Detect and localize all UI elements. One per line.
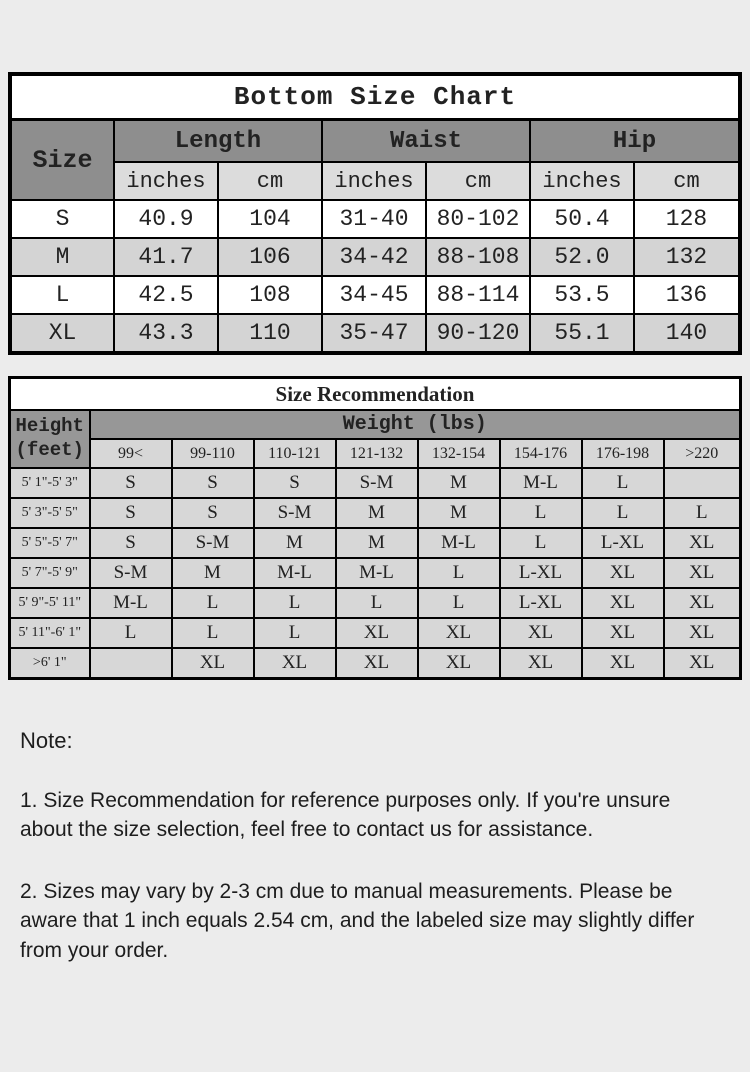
recommendation-cell: L bbox=[582, 498, 664, 528]
recommendation-cell: L bbox=[254, 588, 336, 618]
height-header-line2: (feet) bbox=[15, 439, 84, 461]
weight-range-header: 121-132 bbox=[336, 439, 418, 468]
weight-range-header: 99< bbox=[90, 439, 172, 468]
weight-column-header: Weight (lbs) bbox=[90, 410, 741, 439]
recommendation-cell: L-XL bbox=[582, 528, 664, 558]
recommendation-cell: S bbox=[172, 468, 254, 498]
unit-header: inches bbox=[114, 162, 218, 200]
recommendation-cell: XL bbox=[582, 558, 664, 588]
recommendation-cell: XL bbox=[172, 648, 254, 679]
size-recommendation-title-row bbox=[10, 378, 741, 411]
recommendation-cell: L bbox=[418, 588, 500, 618]
size-chart-cell: 90-120 bbox=[426, 314, 530, 353]
recommendation-cell: S-M bbox=[90, 558, 172, 588]
recommendation-cell: L bbox=[664, 498, 741, 528]
recommendation-cell: L bbox=[418, 558, 500, 588]
size-chart-cell: 128 bbox=[634, 200, 740, 238]
weight-header-row bbox=[10, 410, 741, 439]
recommendation-cell: XL bbox=[664, 558, 741, 588]
recommendation-cell: S-M bbox=[172, 528, 254, 558]
recommendation-cell: S bbox=[172, 498, 254, 528]
size-label: L bbox=[10, 276, 114, 314]
bottom-size-chart-unit-header-row bbox=[10, 162, 740, 200]
weight-range-row bbox=[10, 439, 741, 468]
recommendation-cell: L bbox=[500, 528, 582, 558]
recommendation-cell: L bbox=[172, 588, 254, 618]
recommendation-cell: S-M bbox=[336, 468, 418, 498]
note-heading: Note: bbox=[20, 728, 73, 753]
unit-header: inches bbox=[530, 162, 634, 200]
recommendation-cell: M bbox=[336, 498, 418, 528]
recommendation-cell: S bbox=[90, 528, 172, 558]
recommendation-row bbox=[10, 468, 741, 498]
weight-range-header: >220 bbox=[664, 439, 741, 468]
size-chart-cell: 108 bbox=[218, 276, 322, 314]
recommendation-cell: XL bbox=[418, 648, 500, 679]
recommendation-row bbox=[10, 648, 741, 679]
notes-section bbox=[20, 728, 726, 965]
unit-header: inches bbox=[322, 162, 426, 200]
recommendation-cell: M-L bbox=[336, 558, 418, 588]
recommendation-row bbox=[10, 558, 741, 588]
recommendation-cell: XL bbox=[336, 618, 418, 648]
height-range-label: 5' 9"-5' 11" bbox=[10, 588, 90, 618]
size-chart-cell: 43.3 bbox=[114, 314, 218, 353]
size-chart-cell: 80-102 bbox=[426, 200, 530, 238]
length-group-header: Length bbox=[114, 120, 322, 163]
recommendation-cell: L-XL bbox=[500, 588, 582, 618]
size-chart-page bbox=[0, 72, 750, 1072]
size-recommendation-title: Size Recommendation bbox=[10, 378, 741, 411]
recommendation-cell: XL bbox=[500, 648, 582, 679]
size-chart-row bbox=[10, 276, 740, 314]
recommendation-cell: M-L bbox=[418, 528, 500, 558]
size-chart-cell: 88-114 bbox=[426, 276, 530, 314]
size-chart-row bbox=[10, 238, 740, 276]
hip-group-header: Hip bbox=[530, 120, 740, 163]
height-range-label: 5' 1"-5' 3" bbox=[10, 468, 90, 498]
recommendation-cell: L bbox=[582, 468, 664, 498]
recommendation-cell: M bbox=[172, 558, 254, 588]
size-label: XL bbox=[10, 314, 114, 353]
recommendation-cell: XL bbox=[582, 588, 664, 618]
recommendation-cell: M-L bbox=[500, 468, 582, 498]
recommendation-cell: XL bbox=[500, 618, 582, 648]
recommendation-cell: L bbox=[172, 618, 254, 648]
size-chart-cell: 35-47 bbox=[322, 314, 426, 353]
size-label: M bbox=[10, 238, 114, 276]
recommendation-cell: XL bbox=[664, 648, 741, 679]
unit-header: cm bbox=[426, 162, 530, 200]
height-range-label: 5' 7"-5' 9" bbox=[10, 558, 90, 588]
size-chart-cell: 132 bbox=[634, 238, 740, 276]
recommendation-cell bbox=[90, 648, 172, 679]
recommendation-cell: L bbox=[90, 618, 172, 648]
recommendation-cell: XL bbox=[582, 618, 664, 648]
recommendation-cell: XL bbox=[664, 588, 741, 618]
size-chart-cell: 41.7 bbox=[114, 238, 218, 276]
note-item-2: 2. Sizes may vary by 2-3 cm due to manual measurements. Please be aware that 1 inch equals 2.54 cm, and the labeled size may slightly differ from your order. bbox=[20, 879, 695, 962]
bottom-size-chart-title: Bottom Size Chart bbox=[10, 74, 740, 120]
height-range-label: 5' 3"-5' 5" bbox=[10, 498, 90, 528]
size-chart-cell: 50.4 bbox=[530, 200, 634, 238]
recommendation-cell: M bbox=[336, 528, 418, 558]
size-chart-cell: 110 bbox=[218, 314, 322, 353]
bottom-size-chart-title-row bbox=[10, 74, 740, 120]
recommendation-cell: S bbox=[90, 468, 172, 498]
height-header-line1: Height bbox=[15, 415, 84, 438]
recommendation-row bbox=[10, 588, 741, 618]
size-chart-cell: 104 bbox=[218, 200, 322, 238]
recommendation-cell: S bbox=[254, 468, 336, 498]
recommendation-cell: M-L bbox=[254, 558, 336, 588]
size-recommendation-table bbox=[8, 376, 742, 680]
recommendation-cell: M bbox=[418, 498, 500, 528]
recommendation-cell: XL bbox=[664, 618, 741, 648]
recommendation-cell: L bbox=[254, 618, 336, 648]
size-chart-cell: 55.1 bbox=[530, 314, 634, 353]
size-chart-cell: 40.9 bbox=[114, 200, 218, 238]
height-range-label: 5' 11"-6' 1" bbox=[10, 618, 90, 648]
recommendation-cell: M bbox=[254, 528, 336, 558]
size-chart-cell: 53.5 bbox=[530, 276, 634, 314]
unit-header: cm bbox=[218, 162, 322, 200]
recommendation-cell: M-L bbox=[90, 588, 172, 618]
recommendation-cell: S-M bbox=[254, 498, 336, 528]
height-range-label: 5' 5"-5' 7" bbox=[10, 528, 90, 558]
recommendation-cell: L bbox=[500, 498, 582, 528]
weight-range-header: 99-110 bbox=[172, 439, 254, 468]
recommendation-row bbox=[10, 498, 741, 528]
recommendation-cell: XL bbox=[664, 528, 741, 558]
size-chart-row bbox=[10, 200, 740, 238]
height-column-header bbox=[10, 410, 90, 468]
weight-range-header: 154-176 bbox=[500, 439, 582, 468]
size-chart-cell: 140 bbox=[634, 314, 740, 353]
size-chart-cell: 106 bbox=[218, 238, 322, 276]
recommendation-cell: L bbox=[336, 588, 418, 618]
recommendation-cell: M bbox=[418, 468, 500, 498]
size-chart-row bbox=[10, 314, 740, 353]
waist-group-header: Waist bbox=[322, 120, 530, 163]
bottom-size-chart-table bbox=[8, 72, 742, 355]
recommendation-row bbox=[10, 618, 741, 648]
weight-range-header: 132-154 bbox=[418, 439, 500, 468]
recommendation-cell: L-XL bbox=[500, 558, 582, 588]
recommendation-cell: XL bbox=[582, 648, 664, 679]
unit-header: cm bbox=[634, 162, 740, 200]
size-chart-cell: 31-40 bbox=[322, 200, 426, 238]
recommendation-row bbox=[10, 528, 741, 558]
height-range-label: >6' 1" bbox=[10, 648, 90, 679]
bottom-size-chart-group-header-row bbox=[10, 120, 740, 163]
size-chart-cell: 136 bbox=[634, 276, 740, 314]
recommendation-cell: XL bbox=[418, 618, 500, 648]
size-chart-cell: 52.0 bbox=[530, 238, 634, 276]
recommendation-cell bbox=[664, 468, 741, 498]
note-item-1: 1. Size Recommendation for reference purposes only. If you're unsure about the size selection, feel free to contact us for assistance. bbox=[20, 789, 671, 842]
size-chart-cell: 34-42 bbox=[322, 238, 426, 276]
weight-range-header: 176-198 bbox=[582, 439, 664, 468]
recommendation-cell: XL bbox=[336, 648, 418, 679]
recommendation-cell: XL bbox=[254, 648, 336, 679]
weight-range-header: 110-121 bbox=[254, 439, 336, 468]
size-chart-cell: 88-108 bbox=[426, 238, 530, 276]
size-chart-cell: 42.5 bbox=[114, 276, 218, 314]
recommendation-cell: S bbox=[90, 498, 172, 528]
size-label: S bbox=[10, 200, 114, 238]
size-chart-cell: 34-45 bbox=[322, 276, 426, 314]
size-column-header: Size bbox=[10, 120, 114, 201]
